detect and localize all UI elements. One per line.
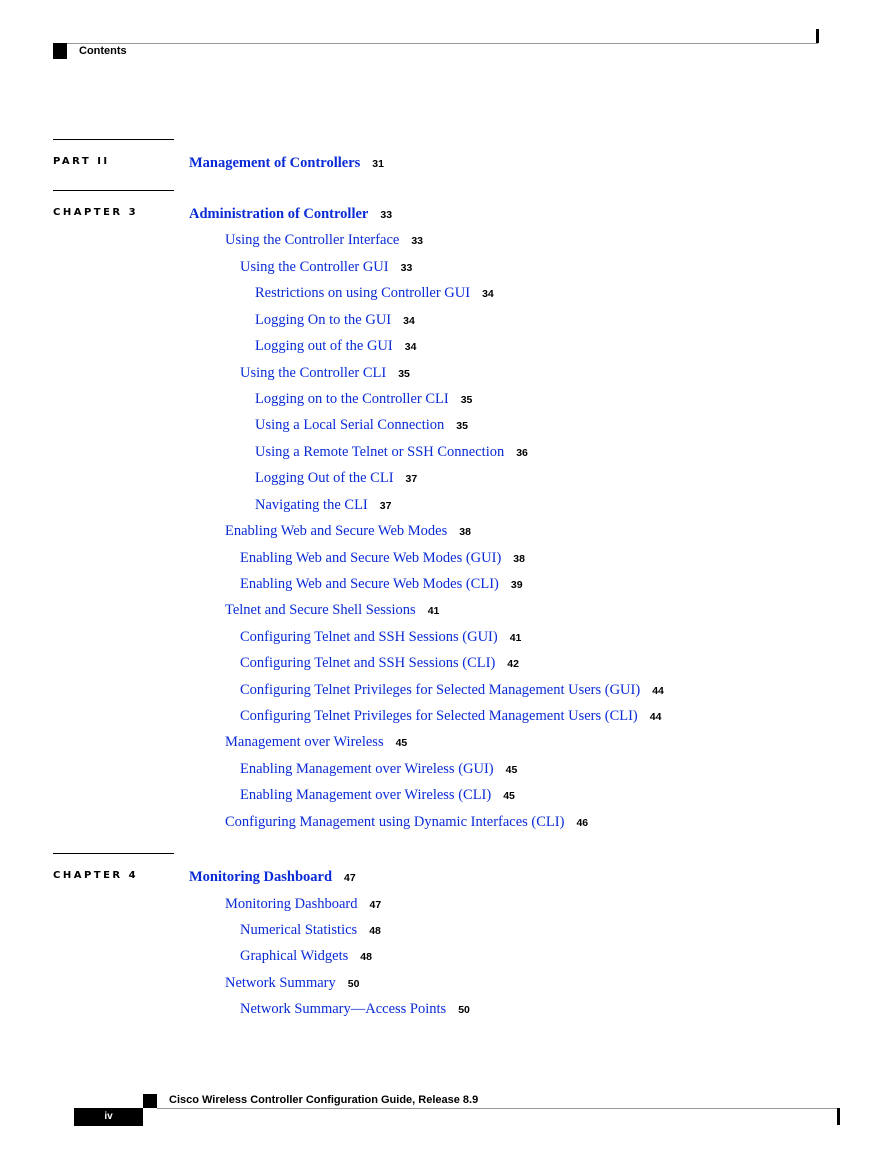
page-number: 34 xyxy=(482,288,494,300)
toc-entry[interactable] xyxy=(240,921,381,940)
toc-part-title[interactable] xyxy=(189,154,384,173)
toc-entry[interactable] xyxy=(255,337,416,356)
entry-title: Configuring Management using Dynamic Interfaces (CLI) xyxy=(225,814,565,830)
page-number: 37 xyxy=(405,473,418,485)
entry-title: Logging on to the Controller CLI xyxy=(255,391,449,407)
toc-entry[interactable] xyxy=(225,231,423,250)
toc-entry[interactable] xyxy=(240,364,410,383)
header-marker xyxy=(53,43,67,59)
part-label: PART II xyxy=(53,156,110,167)
footer-tick xyxy=(837,1108,840,1125)
toc-entry[interactable] xyxy=(240,786,515,805)
entry-title: Administration of Controller xyxy=(189,206,369,222)
page-number: 37 xyxy=(379,500,392,512)
footer-marker xyxy=(143,1094,157,1108)
page-number: 45 xyxy=(503,790,515,802)
toc-entry[interactable] xyxy=(240,258,412,277)
header-rule xyxy=(67,43,818,44)
entry-title: Using a Local Serial Connection xyxy=(255,417,445,433)
toc-chapter-title[interactable] xyxy=(189,205,392,224)
entry-title: Management over Wireless xyxy=(225,734,384,750)
toc-entry[interactable] xyxy=(240,628,521,647)
toc-entry[interactable] xyxy=(255,416,468,435)
page-number: 41 xyxy=(427,605,440,617)
entry-title: Logging out of the GUI xyxy=(255,338,393,354)
page-number: 45 xyxy=(505,764,518,776)
toc-entry[interactable] xyxy=(225,522,471,541)
toc-entry[interactable] xyxy=(240,654,519,673)
page-number: 45 xyxy=(395,737,408,749)
toc-entry[interactable] xyxy=(240,1000,470,1019)
entry-title: Logging Out of the CLI xyxy=(255,470,394,486)
toc-entry[interactable] xyxy=(225,601,439,620)
page-number: 48 xyxy=(360,951,372,963)
page-number: 36 xyxy=(516,447,528,459)
page-number: 44 xyxy=(649,711,662,723)
footer-page-number: iv xyxy=(74,1108,143,1126)
toc-entry[interactable] xyxy=(240,760,517,779)
toc-entry[interactable] xyxy=(240,947,372,966)
page-number: 38 xyxy=(459,526,471,538)
entry-title: Using a Remote Telnet or SSH Connection xyxy=(255,444,505,460)
page-number: 33 xyxy=(411,235,424,247)
toc-entry[interactable] xyxy=(255,311,415,330)
page-number: 46 xyxy=(576,817,589,829)
entry-title: Graphical Widgets xyxy=(240,948,349,964)
entry-title: Telnet and Secure Shell Sessions xyxy=(225,602,416,618)
page-number: 44 xyxy=(652,685,664,697)
entry-title: Restrictions on using Controller GUI xyxy=(255,285,471,301)
part-rule xyxy=(53,139,174,140)
entry-title: Using the Controller CLI xyxy=(240,365,387,381)
entry-title: Logging On to the GUI xyxy=(255,312,392,328)
page-number: 41 xyxy=(509,632,522,644)
page-number: 42 xyxy=(507,658,519,670)
entry-title: Navigating the CLI xyxy=(255,497,368,513)
entry-title: Enabling Management over Wireless (GUI) xyxy=(240,761,494,777)
running-header-title: Contents xyxy=(79,45,127,57)
entry-title: Configuring Telnet Privileges for Selected Management Users (CLI) xyxy=(240,708,638,724)
entry-title: Configuring Telnet Privileges for Selected Management Users (GUI) xyxy=(240,682,641,698)
entry-title: Enabling Web and Secure Web Modes (GUI) xyxy=(240,550,502,566)
toc-entry[interactable] xyxy=(240,575,523,594)
page-number: 35 xyxy=(456,420,468,432)
toc-entry[interactable] xyxy=(240,681,664,700)
page-number: 35 xyxy=(398,368,410,380)
toc-entry[interactable] xyxy=(240,707,661,726)
entry-title: Network Summary xyxy=(225,975,336,991)
entry-title: Enabling Management over Wireless (CLI) xyxy=(240,787,492,803)
footer-rule xyxy=(157,1108,838,1109)
page-number: 31 xyxy=(372,158,384,170)
toc-entry[interactable] xyxy=(240,549,525,568)
toc-entry[interactable] xyxy=(255,284,494,303)
toc-chapter-title[interactable] xyxy=(189,868,356,887)
page-number: 38 xyxy=(513,553,525,565)
entry-title: Using the Controller GUI xyxy=(240,259,389,275)
chapter-label: CHAPTER 4 xyxy=(53,870,139,881)
entry-title: Using the Controller Interface xyxy=(225,232,400,248)
toc-entry[interactable] xyxy=(225,895,381,914)
page-number: 47 xyxy=(369,899,382,911)
page-number: 34 xyxy=(404,341,417,353)
toc-entry[interactable] xyxy=(255,469,417,488)
entry-title: Configuring Telnet and SSH Sessions (CLI) xyxy=(240,655,496,671)
entry-title: Management of Controllers xyxy=(189,155,361,171)
entry-title: Monitoring Dashboard xyxy=(189,869,333,885)
page-number: 35 xyxy=(460,394,473,406)
entry-title: Enabling Web and Secure Web Modes xyxy=(225,523,448,539)
page-number: 47 xyxy=(344,872,356,884)
toc-entry[interactable] xyxy=(255,496,391,515)
page-number: 48 xyxy=(369,925,381,937)
toc-entry[interactable] xyxy=(225,813,588,832)
chapter-rule xyxy=(53,190,174,191)
entry-title: Monitoring Dashboard xyxy=(225,896,358,912)
footer-guide-title: Cisco Wireless Controller Configuration Guide, Release 8.9 xyxy=(169,1094,479,1106)
entry-title: Enabling Web and Secure Web Modes (CLI) xyxy=(240,576,499,592)
page-number: 33 xyxy=(380,209,393,221)
toc-entry[interactable] xyxy=(255,390,472,409)
entry-title: Network Summary—Access Points xyxy=(240,1001,447,1017)
page-number: 33 xyxy=(400,262,413,274)
page-number: 50 xyxy=(347,978,360,990)
toc-entry[interactable] xyxy=(255,443,528,462)
page-number: 34 xyxy=(403,315,415,327)
toc-entry[interactable] xyxy=(225,974,359,993)
chapter-label: CHAPTER 3 xyxy=(53,207,139,218)
page-number: 50 xyxy=(458,1004,470,1016)
entry-title: Configuring Telnet and SSH Sessions (GUI) xyxy=(240,629,498,645)
page-number: 39 xyxy=(510,579,523,591)
chapter-rule xyxy=(53,853,174,854)
entry-title: Numerical Statistics xyxy=(240,922,358,938)
toc-entry[interactable] xyxy=(225,733,407,752)
header-tick xyxy=(816,29,819,43)
